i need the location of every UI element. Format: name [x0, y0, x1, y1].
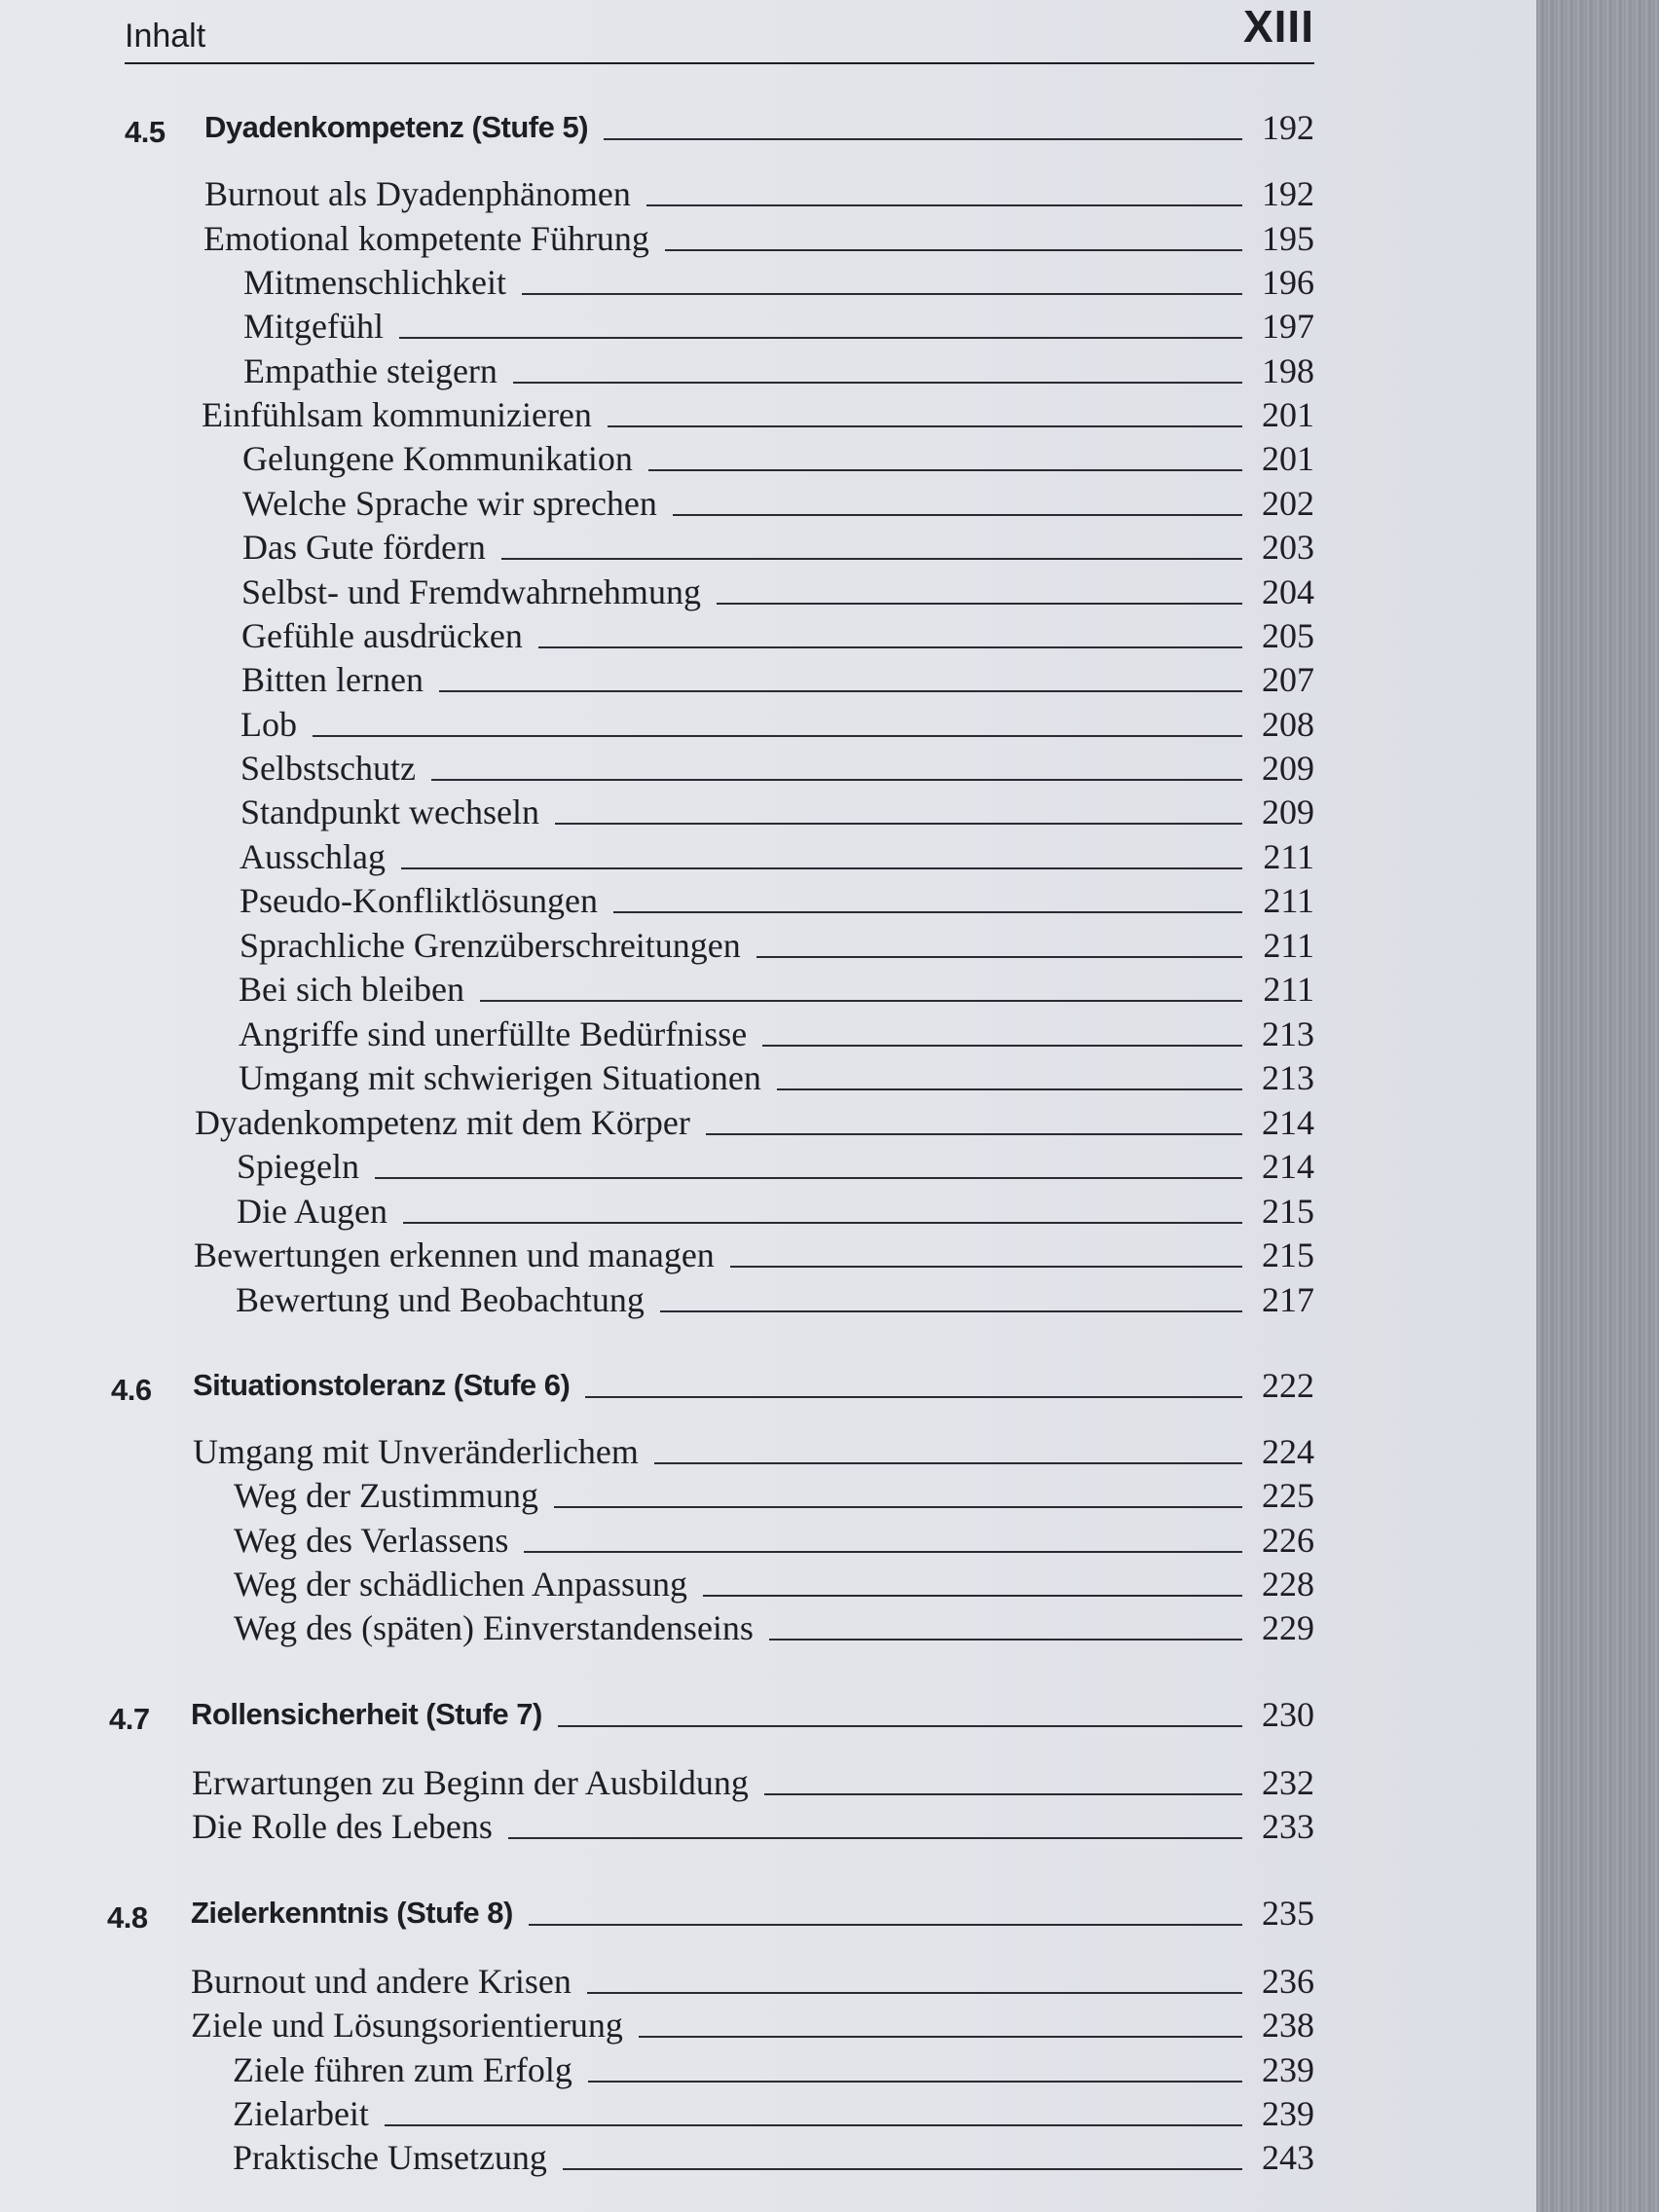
leader-line [431, 779, 1242, 781]
toc-section-4-7 [109, 1692, 1314, 1737]
toc-entry [233, 2091, 1314, 2136]
page-number: 211 [1263, 881, 1314, 920]
entry-title: Mitmenschlichkeit [243, 263, 506, 302]
entry-title: Lob [240, 705, 297, 744]
entry-title: Umgang mit Unveränderlichem [193, 1432, 639, 1471]
toc-entry [240, 790, 1314, 834]
page-number: 196 [1262, 263, 1314, 302]
page-number-roman: XIII [1242, 1, 1314, 52]
page-number: 211 [1263, 926, 1314, 965]
leader-line [646, 204, 1242, 206]
toc-entry [240, 923, 1314, 968]
entry-title: Weg der schädlichen Anpassung [234, 1565, 687, 1604]
entry-title: Das Gute fördern [242, 528, 486, 567]
leader-line [660, 1310, 1242, 1312]
entry-title: Weg des Verlassens [234, 1521, 509, 1560]
leader-line [403, 1222, 1242, 1224]
page-number: 226 [1262, 1521, 1314, 1560]
leader-line [706, 1133, 1242, 1135]
page-number: 192 [1262, 108, 1314, 147]
section-number: 4.6 [111, 1373, 152, 1407]
page-number: 214 [1262, 1103, 1314, 1142]
toc-entry [241, 657, 1314, 702]
adjacent-page-edge [1536, 0, 1659, 2212]
leader-line [764, 1793, 1242, 1795]
page-number: 198 [1262, 351, 1314, 390]
entry-title: Praktische Umsetzung [233, 2138, 547, 2177]
entry-title: Erwartungen zu Beginn der Ausbildung [192, 1763, 749, 1802]
page-number: 238 [1262, 2006, 1314, 2045]
leader-line [401, 867, 1242, 869]
leader-line [558, 1725, 1242, 1727]
entry-title: Bitten lernen [241, 660, 424, 699]
leader-line [313, 735, 1242, 737]
entry-title: Selbstschutz [240, 749, 416, 788]
entry-title: Die Augen [237, 1192, 387, 1231]
entry-title: Die Rolle des Lebens [192, 1807, 493, 1846]
leader-line [665, 249, 1242, 251]
leader-line [439, 690, 1242, 692]
leader-line [608, 425, 1242, 427]
leader-line [730, 1266, 1242, 1268]
toc-entry [242, 525, 1314, 570]
toc-entry [234, 1473, 1314, 1518]
leader-line [563, 2168, 1242, 2170]
leader-line [717, 603, 1242, 605]
entry-title: Standpunkt wechseln [240, 793, 539, 831]
page-number: 203 [1262, 528, 1314, 567]
entry-title: Weg der Zustimmung [234, 1476, 539, 1515]
toc-entry [194, 1233, 1314, 1277]
page-number: 208 [1262, 705, 1314, 744]
leader-line [613, 911, 1242, 913]
leader-line [648, 469, 1242, 471]
entry-title: Pseudo-Konfliktlösungen [240, 881, 598, 920]
entry-title: Sprachliche Grenzüberschreitungen [240, 926, 741, 965]
toc-entry [203, 216, 1314, 261]
leader-line [587, 1992, 1242, 1994]
toc-section-4-8 [107, 1891, 1314, 1936]
page-number: 232 [1262, 1763, 1314, 1802]
toc-entry [193, 1429, 1314, 1474]
leader-line [639, 2036, 1242, 2038]
toc-section-4-6 [111, 1363, 1314, 1408]
page-number: 197 [1262, 307, 1314, 346]
toc-entry [237, 1189, 1314, 1234]
toc-entry [242, 481, 1314, 526]
toc-entry [243, 260, 1314, 305]
entry-title: Bewertungen erkennen und managen [194, 1235, 715, 1274]
leader-line [769, 1639, 1242, 1641]
page-number: 217 [1262, 1280, 1314, 1319]
entry-title: Weg des (späten) Einverstandenseins [234, 1608, 754, 1647]
entry-title: Gelungene Kommunikation [242, 439, 633, 478]
toc-entry [202, 392, 1314, 437]
toc-entry [191, 1959, 1314, 2004]
entry-title: Emotional kompetente Führung [203, 219, 649, 258]
toc-entry [237, 1144, 1314, 1189]
toc-entry [240, 878, 1314, 923]
page-number: 225 [1262, 1476, 1314, 1515]
page-number: 243 [1262, 2138, 1314, 2177]
toc-entry [240, 834, 1314, 879]
page-number: 215 [1262, 1235, 1314, 1274]
section-title: Dyadenkompetenz (Stufe 5) [204, 110, 589, 144]
page-number: 195 [1262, 219, 1314, 258]
toc-entry [239, 1012, 1314, 1056]
toc-entry [240, 702, 1314, 747]
leader-line [375, 1177, 1242, 1179]
toc-entry [239, 1055, 1314, 1100]
toc-entry [243, 349, 1314, 393]
section-number: 4.8 [107, 1900, 148, 1935]
toc-entry [204, 171, 1314, 216]
entry-title: Angriffe sind unerfüllte Bedürfnisse [239, 1014, 748, 1053]
section-title: Zielerkenntnis (Stufe 8) [191, 1896, 513, 1930]
leader-line [762, 1045, 1242, 1047]
toc-entry [236, 1277, 1314, 1322]
page-number: 233 [1262, 1807, 1314, 1846]
leader-line [513, 382, 1242, 384]
leader-line [777, 1088, 1242, 1090]
entry-title: Selbst- und Fremdwahrnehmung [241, 572, 701, 611]
page-number: 211 [1263, 837, 1314, 876]
section-title: Situationstoleranz (Stufe 6) [193, 1368, 571, 1402]
leader-line [654, 1462, 1242, 1464]
toc-entry [240, 746, 1314, 791]
entry-title: Spiegeln [237, 1147, 359, 1186]
leader-line [522, 293, 1242, 295]
entry-title: Umgang mit schwierigen Situationen [239, 1058, 761, 1097]
entry-title: Ziele und Lösungsorientierung [191, 2006, 623, 2045]
toc-entry [242, 436, 1314, 481]
page-number: 192 [1262, 174, 1314, 213]
leader-line [501, 558, 1242, 560]
page-number: 201 [1262, 439, 1314, 478]
toc-section-4-5 [125, 105, 1314, 150]
section-number: 4.5 [125, 115, 166, 149]
section-title: Rollensicherheit (Stufe 7) [191, 1697, 542, 1731]
toc-entry [234, 1518, 1314, 1563]
page-number: 207 [1262, 660, 1314, 699]
entry-title: Bei sich bleiben [239, 970, 464, 1009]
toc-entry [233, 2135, 1314, 2180]
page-number: 230 [1262, 1695, 1314, 1734]
leader-line [585, 1396, 1242, 1398]
page-number: 204 [1262, 572, 1314, 611]
entry-title: Burnout und andere Krisen [191, 1962, 571, 2001]
toc-entry [234, 1562, 1314, 1606]
entry-title: Ziele führen zum Erfolg [233, 2050, 572, 2089]
page-number: 229 [1262, 1608, 1314, 1647]
leader-line [703, 1595, 1242, 1597]
entry-title: Empathie steigern [243, 351, 498, 390]
leader-line [555, 823, 1242, 825]
entry-title: Welche Sprache wir sprechen [242, 484, 657, 523]
leader-line [588, 2081, 1242, 2083]
leader-line [604, 138, 1242, 140]
running-head: Inhalt [125, 18, 206, 55]
page-number: 236 [1262, 1962, 1314, 2001]
page-number: 209 [1262, 749, 1314, 788]
page-number: 202 [1262, 484, 1314, 523]
page-number: 214 [1262, 1147, 1314, 1186]
entry-title: Burnout als Dyadenphänomen [204, 174, 631, 213]
entry-title: Ausschlag [240, 837, 386, 876]
entry-title: Zielarbeit [233, 2094, 369, 2133]
toc-entry [234, 1605, 1314, 1650]
toc-entry [192, 1804, 1314, 1849]
toc-entry [243, 304, 1314, 349]
leader-line [508, 1837, 1242, 1839]
leader-line [538, 646, 1242, 648]
section-number: 4.7 [109, 1702, 150, 1736]
leader-line [554, 1506, 1242, 1508]
page-number: 224 [1262, 1432, 1314, 1471]
page-number: 228 [1262, 1565, 1314, 1604]
entry-title: Bewertung und Beobachtung [236, 1280, 645, 1319]
entry-title: Dyadenkompetenz mit dem Körper [195, 1103, 690, 1142]
toc-entry [233, 2047, 1314, 2092]
leader-line [673, 514, 1242, 516]
page-number: 215 [1262, 1192, 1314, 1231]
leader-line [756, 956, 1242, 958]
toc-entry [191, 2003, 1314, 2047]
page-number: 222 [1262, 1366, 1314, 1405]
leader-line [385, 2124, 1242, 2126]
entry-title: Einfühlsam kommunizieren [202, 395, 592, 434]
page-number: 209 [1262, 793, 1314, 831]
page-number: 213 [1262, 1014, 1314, 1053]
leader-line [529, 1924, 1242, 1926]
leader-line [480, 1000, 1242, 1002]
toc-entry [239, 967, 1314, 1012]
toc-entry [241, 613, 1314, 658]
page-number: 235 [1262, 1894, 1314, 1933]
page-number: 201 [1262, 395, 1314, 434]
page-number: 213 [1262, 1058, 1314, 1097]
leader-line [524, 1551, 1242, 1553]
entry-title: Mitgefühl [243, 307, 384, 346]
entry-title: Gefühle ausdrücken [241, 616, 523, 655]
page-number: 211 [1263, 970, 1314, 1009]
page-number: 205 [1262, 616, 1314, 655]
toc-entry [241, 570, 1314, 614]
toc-entry [192, 1760, 1314, 1805]
leader-line [399, 337, 1242, 339]
toc-entry [195, 1100, 1314, 1145]
page-number: 239 [1262, 2094, 1314, 2133]
page-number: 239 [1262, 2050, 1314, 2089]
